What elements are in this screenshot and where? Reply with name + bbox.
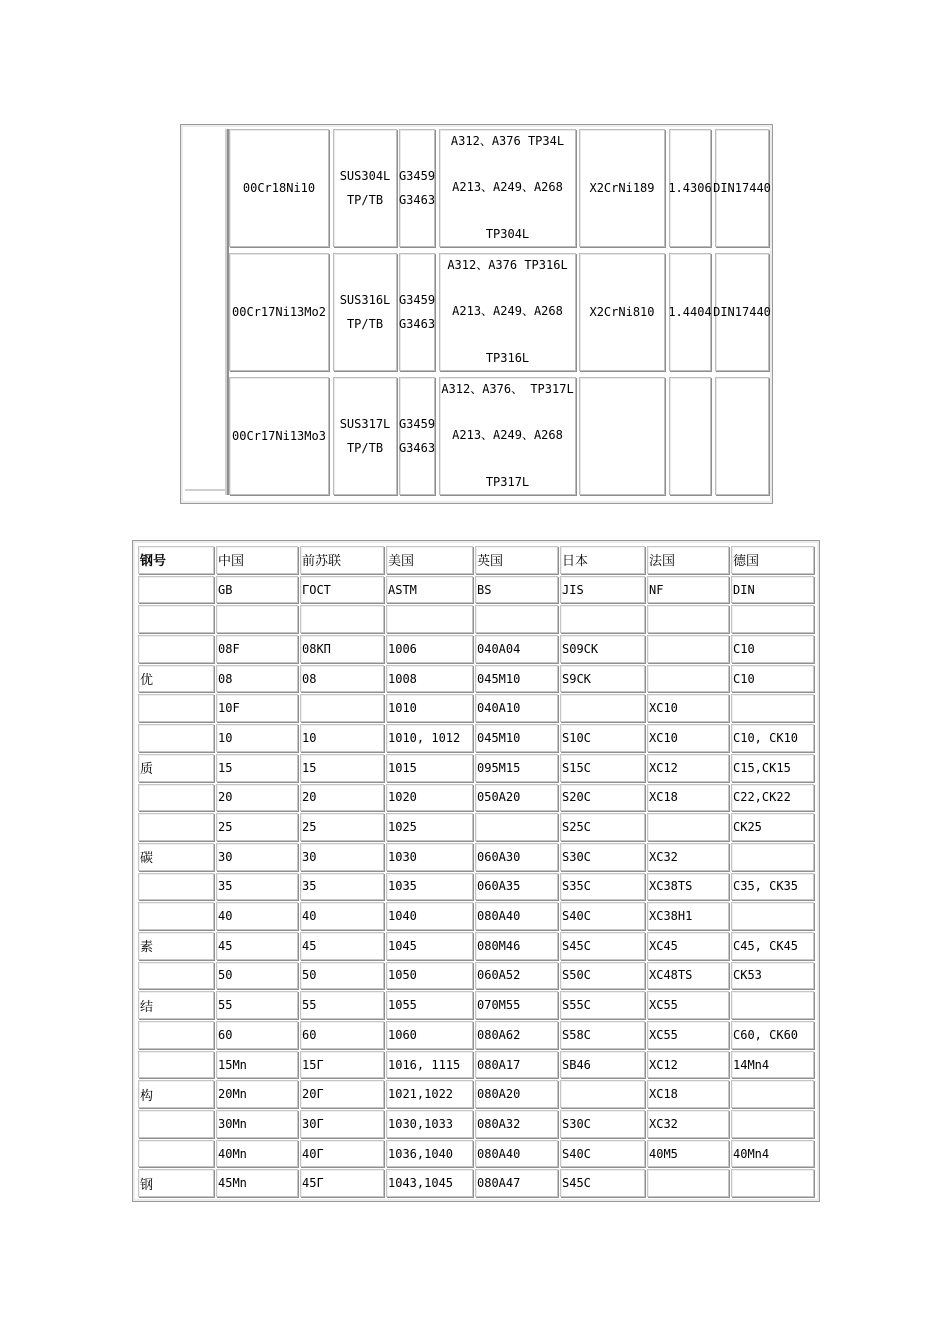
table-cell: 15Mn (216, 1051, 298, 1079)
grade-cell-text: 00Cr18Ni10 (242, 181, 316, 195)
jis-standard-cell-text: G3459 (398, 293, 436, 307)
table-cell: ASTM (386, 576, 473, 604)
bs-cell (579, 129, 665, 247)
grade-cell (229, 253, 329, 371)
table-cell: 15Г (300, 1051, 384, 1079)
table-cell: 1025 (386, 813, 473, 841)
table-cell: XC55 (647, 1021, 729, 1049)
table-cell (216, 605, 298, 633)
table-cell: 30 (216, 843, 298, 871)
din-cell-text: DIN17440 (713, 305, 771, 319)
table-cell: 60 (300, 1021, 384, 1049)
astm-cell (439, 253, 576, 371)
jis-standard-cell (399, 253, 435, 371)
astm-cell-text: A213、A249、A268 (452, 180, 563, 195)
table-cell (560, 1080, 645, 1108)
table-cell (647, 1169, 729, 1197)
table-cell (138, 1021, 214, 1049)
table-cell (138, 873, 214, 901)
table-row (138, 784, 814, 812)
table-cell: 1020 (386, 784, 473, 812)
table-cell: S25C (560, 813, 645, 841)
table-cell: 080A32 (475, 1110, 558, 1138)
table-cell: 德国 (731, 546, 814, 574)
table-cell: S35C (560, 873, 645, 901)
table-cell: C10, CK10 (731, 724, 814, 752)
jis-grade-cell-text: TP/TB (346, 193, 384, 207)
table-cell: 60 (216, 1021, 298, 1049)
jis-standard-cell-text: G3459 (398, 417, 436, 431)
table-cell: S30C (560, 843, 645, 871)
grade-cell (229, 129, 329, 247)
table-cell (138, 1140, 214, 1168)
table-cell: XC10 (647, 694, 729, 722)
table-cell: 30Mn (216, 1110, 298, 1138)
table-cell: 1045 (386, 932, 473, 960)
table-cell: 045M10 (475, 665, 558, 693)
table-cell: 1035 (386, 873, 473, 901)
table-cell (647, 813, 729, 841)
table-cell: 优 (138, 665, 214, 693)
table-cell (300, 605, 384, 633)
table-row (138, 962, 814, 990)
table-cell: C10 (731, 635, 814, 663)
table-cell: NF (647, 576, 729, 604)
table-cell: 50 (216, 962, 298, 990)
table-cell: 08F (216, 635, 298, 663)
table-cell: 10F (216, 694, 298, 722)
table-cell (138, 813, 214, 841)
table-cell (300, 694, 384, 722)
table-cell: 1030 (386, 843, 473, 871)
table-cell: 080A47 (475, 1169, 558, 1197)
jis-standard-cell (399, 377, 435, 495)
table-row (138, 813, 814, 841)
table-cell: 钢 (138, 1169, 214, 1197)
table-cell: 080A17 (475, 1051, 558, 1079)
table-cell: C15,CK15 (731, 754, 814, 782)
jis-standard-cell (399, 129, 435, 247)
jis-grade-cell (333, 129, 397, 247)
jis-grade-cell-text: SUS316L (339, 293, 391, 307)
table-cell: JIS (560, 576, 645, 604)
table-cell (138, 962, 214, 990)
table-cell: CK25 (731, 813, 814, 841)
astm-cell-text: TP316L (485, 350, 530, 365)
grade-cell (229, 377, 329, 495)
table-cell: 钢号 (138, 546, 214, 574)
table-row (138, 873, 814, 901)
table-cell: 060A35 (475, 873, 558, 901)
table-cell: S40C (560, 1140, 645, 1168)
table-cell: 1040 (386, 902, 473, 930)
grade-cell-text: 00Cr17Ni13Mo3 (232, 429, 326, 443)
table-cell: 1043,1045 (386, 1169, 473, 1197)
table-cell: S15C (560, 754, 645, 782)
table-cell: S40C (560, 902, 645, 930)
table-row (138, 1080, 814, 1108)
table-row (138, 724, 814, 752)
bs-cell-text: X2CrNi810 (589, 305, 655, 319)
table-cell (731, 605, 814, 633)
material-number-cell (669, 253, 711, 371)
din-cell-text: DIN17440 (713, 181, 771, 195)
table-cell: 1050 (386, 962, 473, 990)
jis-standard-cell-text: G3463 (398, 317, 436, 331)
bs-cell (579, 253, 665, 371)
table-cell (731, 1080, 814, 1108)
table-cell: 45 (216, 932, 298, 960)
table-cell (731, 843, 814, 871)
table-cell: 08КП (300, 635, 384, 663)
table-cell (138, 605, 214, 633)
table-cell: 前苏联 (300, 546, 384, 574)
table-cell: C45, CK45 (731, 932, 814, 960)
grade-comparison-table (136, 544, 816, 1199)
table-cell: 080A20 (475, 1080, 558, 1108)
table-cell: 050A20 (475, 784, 558, 812)
table-cell: 25 (216, 813, 298, 841)
standards-row (138, 576, 814, 604)
astm-cell-text: A312、A376 TP34L (450, 134, 565, 148)
table-cell (138, 902, 214, 930)
table-cell (560, 605, 645, 633)
table-cell: 质 (138, 754, 214, 782)
table-row (138, 754, 814, 782)
table-cell (560, 694, 645, 722)
jis-grade-cell-text: SUS317L (339, 417, 391, 431)
table-cell: GB (216, 576, 298, 604)
table-cell: 080M46 (475, 932, 558, 960)
table-cell (731, 1110, 814, 1138)
table-cell: S58C (560, 1021, 645, 1049)
table-cell: C60, CK60 (731, 1021, 814, 1049)
table-cell: DIN (731, 576, 814, 604)
table-row (138, 843, 814, 871)
table-cell: 40 (216, 902, 298, 930)
table-cell: 1015 (386, 754, 473, 782)
table-cell (647, 635, 729, 663)
table-cell: 080A40 (475, 902, 558, 930)
table-cell: C22,CK22 (731, 784, 814, 812)
jis-standard-cell-text: G3463 (398, 441, 436, 455)
table-cell: 美国 (386, 546, 473, 574)
table-cell: XC10 (647, 724, 729, 752)
table-cell: 060A52 (475, 962, 558, 990)
table-cell: 30Г (300, 1110, 384, 1138)
table-cell: 碳 (138, 843, 214, 871)
jis-grade-cell-text: TP/TB (346, 441, 384, 455)
table-cell: S09CK (560, 635, 645, 663)
table-cell: CK53 (731, 962, 814, 990)
table-cell (138, 1051, 214, 1079)
table-cell: 045M10 (475, 724, 558, 752)
table-cell: SB46 (560, 1051, 645, 1079)
table-row (138, 1169, 814, 1197)
table-row (138, 991, 814, 1019)
table-row (138, 665, 814, 693)
table-cell (475, 813, 558, 841)
table-cell: 080A40 (475, 1140, 558, 1168)
table-cell (731, 991, 814, 1019)
jis-standard-cell-text: G3463 (398, 193, 436, 207)
table-cell: 1008 (386, 665, 473, 693)
table-cell (475, 605, 558, 633)
table-cell: XC12 (647, 1051, 729, 1079)
table-cell: 结 (138, 991, 214, 1019)
jis-grade-cell-text: SUS304L (339, 169, 391, 183)
table-cell (138, 724, 214, 752)
material-number-cell-text: 1.4404 (668, 305, 712, 319)
table-cell: 40 (300, 902, 384, 930)
grade-cell-text: 00Cr17Ni13Mo2 (232, 305, 326, 319)
jis-standard-cell-text: G3459 (398, 169, 436, 183)
din-cell (715, 253, 769, 371)
material-number-cell-text: 1.4306 (668, 181, 712, 195)
table-cell: XC18 (647, 1080, 729, 1108)
table-cell: 45Mn (216, 1169, 298, 1197)
table-cell: 45 (300, 932, 384, 960)
jis-grade-cell (333, 253, 397, 371)
table-cell (731, 902, 814, 930)
table-cell: 素 (138, 932, 214, 960)
table-cell: 040A10 (475, 694, 558, 722)
table-row (138, 1051, 814, 1079)
table-cell: 15 (216, 754, 298, 782)
table-cell: 1010, 1012 (386, 724, 473, 752)
table-cell: 英国 (475, 546, 558, 574)
table-cell: ГОСТ (300, 576, 384, 604)
table-cell: 55 (300, 991, 384, 1019)
table-cell: XC45 (647, 932, 729, 960)
table-row (138, 1140, 814, 1168)
table-cell: 35 (300, 873, 384, 901)
bs-cell (579, 377, 665, 495)
table-cell (138, 784, 214, 812)
table-cell: 08 (300, 665, 384, 693)
table-row (138, 1110, 814, 1138)
table-row (138, 1021, 814, 1049)
material-number-cell (669, 129, 711, 247)
table-cell (731, 694, 814, 722)
table-row (138, 635, 814, 663)
astm-cell-text: A312、A376 TP316L (447, 258, 568, 272)
stainless-steel-table (180, 124, 773, 504)
table-cell: 20 (300, 784, 384, 812)
table-cell: 20 (216, 784, 298, 812)
table-cell: XC12 (647, 754, 729, 782)
table-cell: 1060 (386, 1021, 473, 1049)
table-cell: XC38H1 (647, 902, 729, 930)
table-cell: 40M5 (647, 1140, 729, 1168)
table-cell (647, 605, 729, 633)
din-cell (715, 377, 769, 495)
table-cell (138, 635, 214, 663)
din-cell (715, 129, 769, 247)
table-cell: S10C (560, 724, 645, 752)
astm-cell-text: TP317L (485, 474, 530, 489)
table-cell: 1021,1022 (386, 1080, 473, 1108)
table-cell: XC48TS (647, 962, 729, 990)
table-cell: 50 (300, 962, 384, 990)
table-cell: 30 (300, 843, 384, 871)
table-cell (138, 576, 214, 604)
astm-cell (439, 129, 576, 247)
table-cell: S55C (560, 991, 645, 1019)
carbon-steel-table (132, 540, 820, 1202)
table-cell: 40Mn4 (731, 1140, 814, 1168)
table-cell (386, 605, 473, 633)
header-row (138, 546, 814, 574)
material-number-cell (669, 377, 711, 495)
table-cell: 日本 (560, 546, 645, 574)
table-cell: S45C (560, 1169, 645, 1197)
table-cell: S20C (560, 784, 645, 812)
table-cell: C35, CK35 (731, 873, 814, 901)
table-row (138, 932, 814, 960)
jis-grade-cell (333, 377, 397, 495)
table-cell (647, 665, 729, 693)
table-cell (138, 694, 214, 722)
jis-grade-cell-text: TP/TB (346, 317, 384, 331)
table-cell: 1006 (386, 635, 473, 663)
table-cell: 08 (216, 665, 298, 693)
table-cell: 25 (300, 813, 384, 841)
table-row (138, 694, 814, 722)
table-cell (731, 1169, 814, 1197)
astm-cell-text: A213、A249、A268 (452, 428, 563, 443)
table-cell: 040A04 (475, 635, 558, 663)
table-cell: XC38TS (647, 873, 729, 901)
bs-cell-text: X2CrNi189 (589, 181, 655, 195)
table-cell: XC55 (647, 991, 729, 1019)
table-cell: 15 (300, 754, 384, 782)
table-cell: XC32 (647, 1110, 729, 1138)
table-cell: 40Mn (216, 1140, 298, 1168)
table-cell: 40Г (300, 1140, 384, 1168)
table-cell: C10 (731, 665, 814, 693)
table-cell: 1030,1033 (386, 1110, 473, 1138)
table-cell: S50C (560, 962, 645, 990)
table-cell: 070M55 (475, 991, 558, 1019)
table-cell: 095M15 (475, 754, 558, 782)
table-cell: 45Г (300, 1169, 384, 1197)
astm-cell-text: TP304L (485, 226, 530, 241)
astm-cell-text: A312、A376、 TP317L (441, 382, 574, 396)
table-row (138, 605, 814, 633)
table-cell: XC32 (647, 843, 729, 871)
astm-cell-text: A213、A249、A268 (452, 304, 563, 319)
astm-cell (439, 377, 576, 495)
table-cell: 构 (138, 1080, 214, 1108)
table-cell: BS (475, 576, 558, 604)
table-row (138, 902, 814, 930)
table-cell: 1055 (386, 991, 473, 1019)
table-cell: 中国 (216, 546, 298, 574)
table-cell: 10 (216, 724, 298, 752)
table-cell: 1010 (386, 694, 473, 722)
table-cell: S30C (560, 1110, 645, 1138)
table-cell: 080A62 (475, 1021, 558, 1049)
table-cell: 法国 (647, 546, 729, 574)
table-cell: 35 (216, 873, 298, 901)
table-cell: 1036,1040 (386, 1140, 473, 1168)
table-cell: XC18 (647, 784, 729, 812)
table-cell: 060A30 (475, 843, 558, 871)
table-cell: S45C (560, 932, 645, 960)
table-cell: 14Mn4 (731, 1051, 814, 1079)
table-cell: 1016, 1115 (386, 1051, 473, 1079)
table-cell: S9CK (560, 665, 645, 693)
merged-left-column (185, 129, 227, 495)
table-cell (138, 1110, 214, 1138)
table-cell: 20Г (300, 1080, 384, 1108)
table-cell: 10 (300, 724, 384, 752)
table-cell: 20Mn (216, 1080, 298, 1108)
table-cell: 55 (216, 991, 298, 1019)
